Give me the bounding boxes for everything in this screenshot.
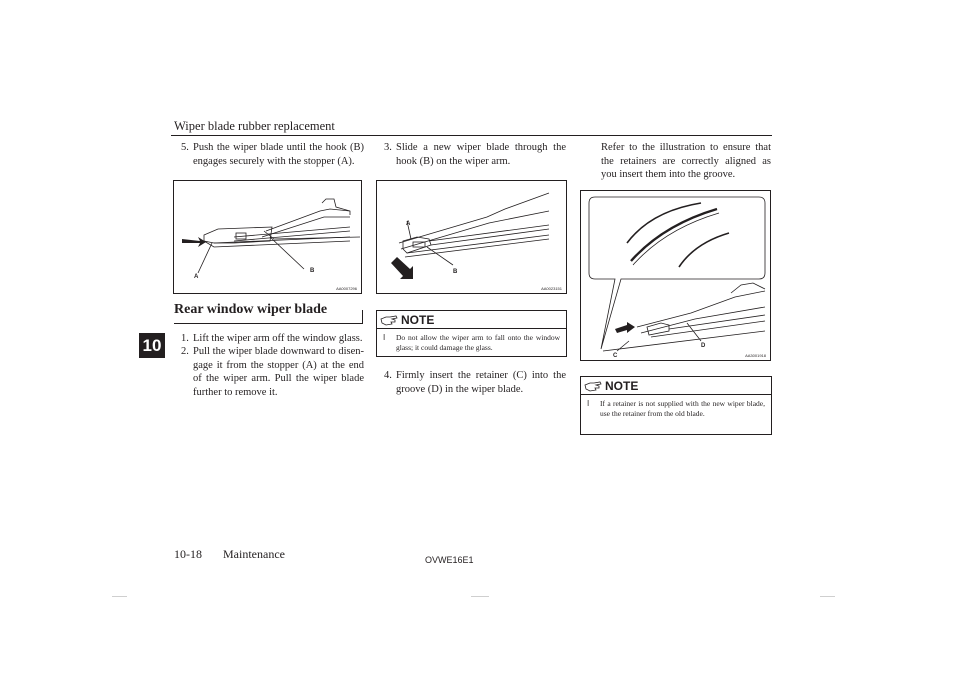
step-text: Slide a new wiper blade through the hook (B) on the wiper arm. xyxy=(396,142,566,167)
step-number: 2. xyxy=(181,346,189,357)
running-header: Wiper blade rubber replacement xyxy=(174,119,335,133)
note-hand-icon xyxy=(380,314,398,326)
step-text: Pull the wiper blade downward to disengage it from the stopper (A) at the end of the wiper arm. Pull the wiper blade further to remove it. xyxy=(193,346,364,398)
header-rule xyxy=(171,135,772,136)
label-a: A xyxy=(194,274,199,280)
note-title: NOTE xyxy=(605,378,639,393)
hook-illustration xyxy=(377,181,566,293)
document-code: OVWE16E1 xyxy=(425,555,474,565)
figure-wiper-stopper xyxy=(173,180,362,294)
label-b: B xyxy=(310,268,315,274)
label-b: B xyxy=(453,269,458,275)
step-2 xyxy=(181,345,364,399)
label-d: D xyxy=(701,343,706,349)
note-box xyxy=(376,310,567,357)
crop-mark xyxy=(820,596,835,597)
note-header xyxy=(581,377,771,395)
section-name: Maintenance xyxy=(223,547,285,561)
figure-code: AA0007296 xyxy=(336,286,357,291)
step-text: Push the wiper blade until the hook (B) engages securely with the stopper (A). xyxy=(193,142,364,167)
retainer-illustration xyxy=(581,191,770,360)
step-number: 5. xyxy=(181,142,189,153)
crop-mark xyxy=(471,596,489,597)
page-number: 10-18 xyxy=(174,547,202,561)
figure-code: AA0023151 xyxy=(541,286,562,291)
section-title: Rear window wiper blade xyxy=(174,302,328,317)
crop-mark xyxy=(112,596,127,597)
bullet: l xyxy=(587,399,590,408)
step-number: 3. xyxy=(384,142,392,153)
figure-retainer-groove xyxy=(580,190,771,361)
step-3 xyxy=(384,141,566,168)
note-box xyxy=(580,376,772,435)
label-c: C xyxy=(613,353,618,359)
note-item xyxy=(377,329,566,356)
figure-code: AA3001918 xyxy=(745,353,766,358)
step-text: Lift the wiper arm off the window glass. xyxy=(193,333,363,344)
step-4 xyxy=(384,369,566,396)
step-number: 1. xyxy=(181,333,189,344)
step-text: Firmly insert the retainer (C) into the groove (D) in the wiper blade. xyxy=(396,370,566,395)
note-hand-icon xyxy=(584,380,602,392)
note-text: Do not allow the wiper arm to fall onto the window glass; it could damage the glass. xyxy=(396,333,560,352)
note-item xyxy=(581,395,771,422)
chapter-tab: 10 xyxy=(139,333,165,358)
step-1 xyxy=(181,332,364,346)
section-title-tick xyxy=(362,310,363,324)
figure-hook-wiper-arm xyxy=(376,180,567,294)
note-text: If a retainer is not supplied with the new wiper blade, use the retainer from the old blade. xyxy=(600,399,765,418)
section-title-rule xyxy=(174,323,363,324)
note-header xyxy=(377,311,566,329)
step-5 xyxy=(181,141,364,168)
label-a: A xyxy=(406,221,411,227)
step-number: 4. xyxy=(384,370,392,381)
note-title: NOTE xyxy=(401,312,435,327)
intro-paragraph: Refer to the illustration to ensure that the retainers are correctly aligned as you insert them into the groove. xyxy=(601,142,771,180)
bullet: l xyxy=(383,333,386,342)
wiper-stopper-illustration xyxy=(174,181,361,293)
